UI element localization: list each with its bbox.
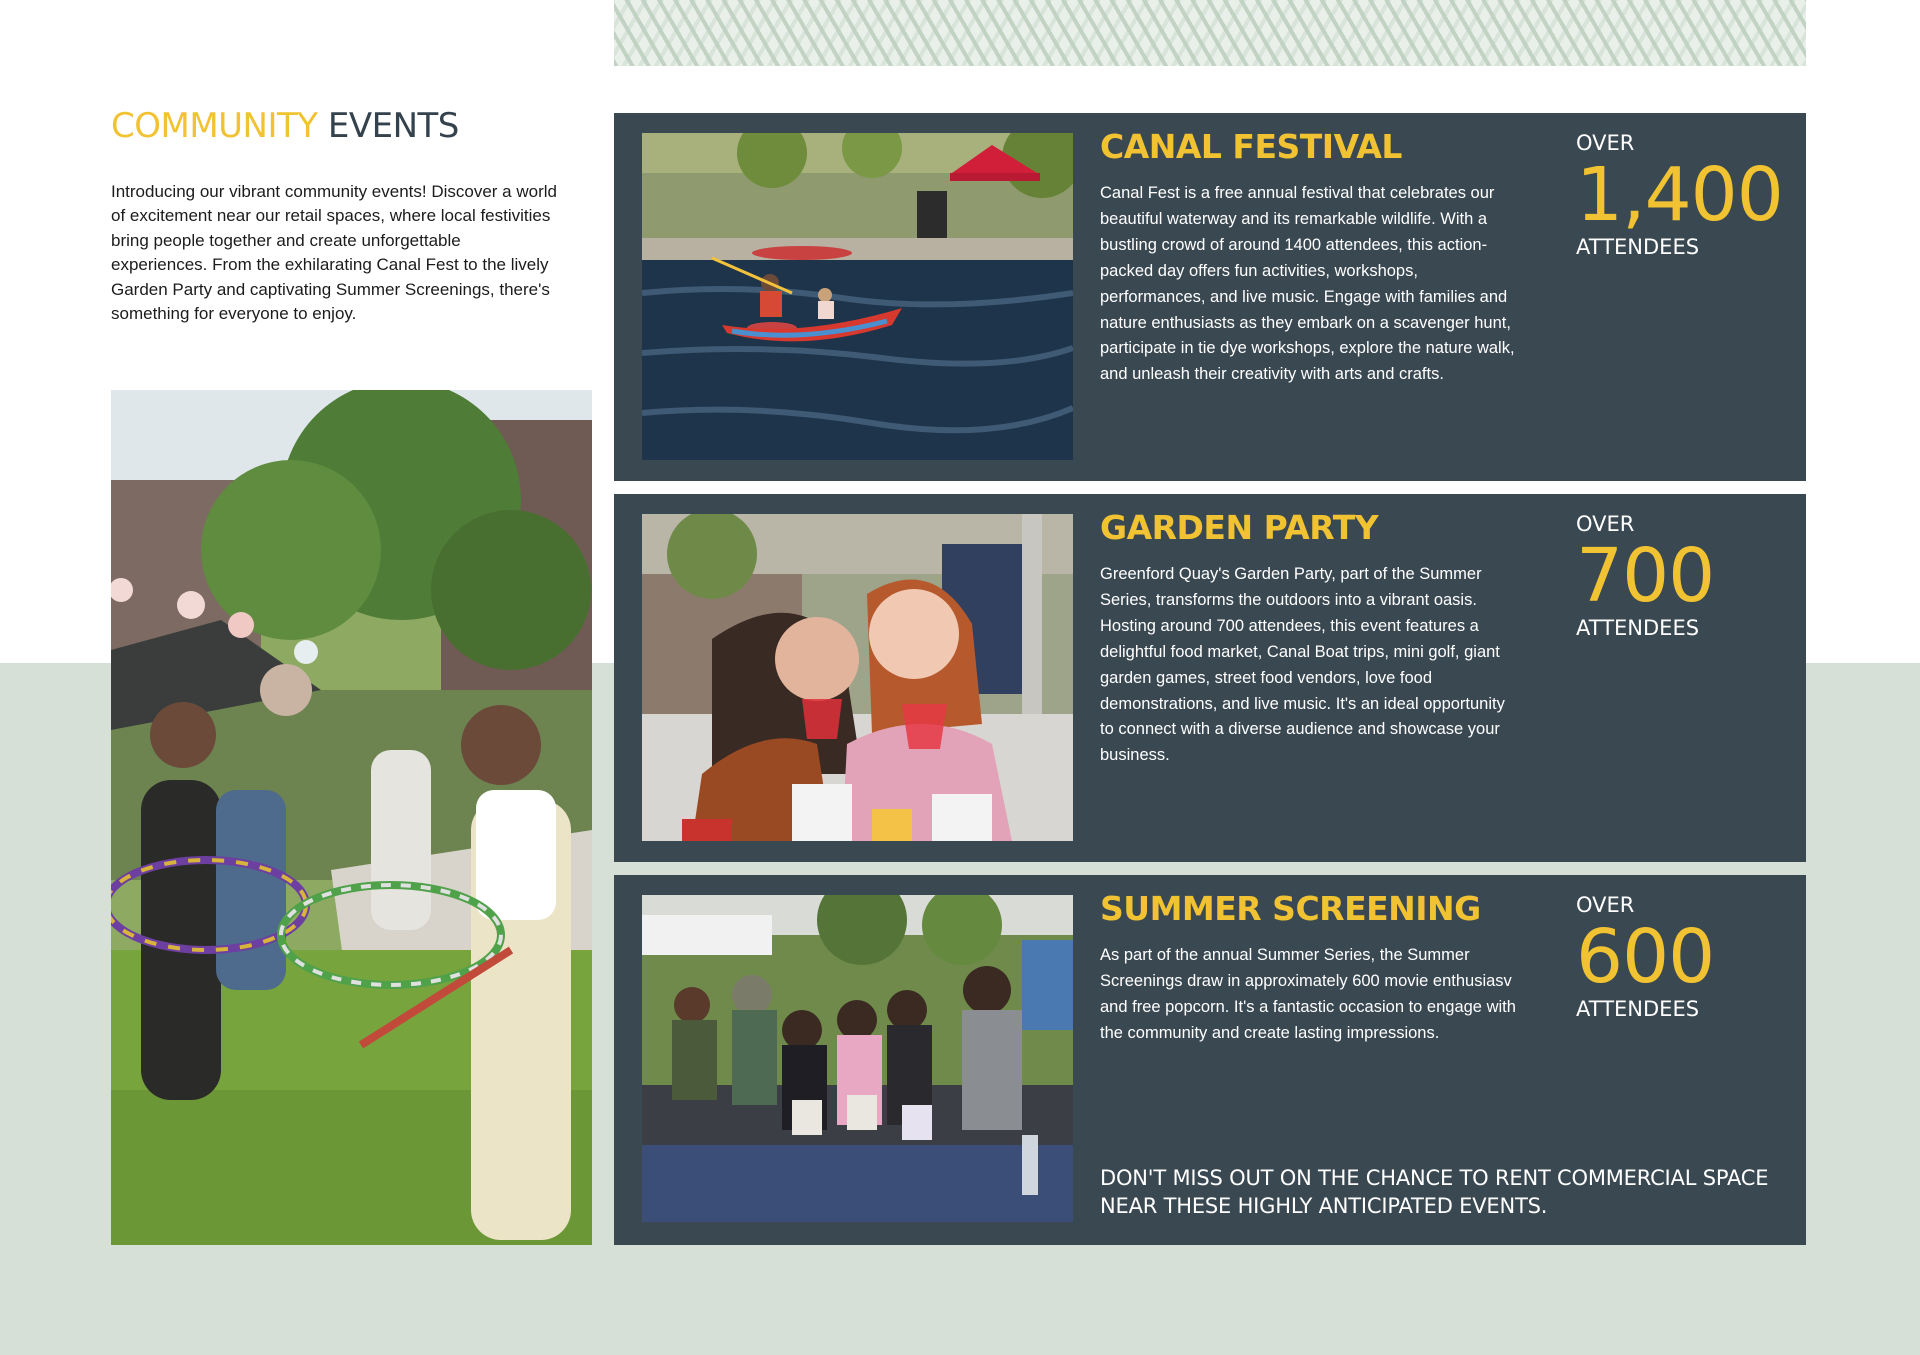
page-title [111,106,459,146]
event-description: Canal Fest is a free annual festival that celebrates our beautiful waterway and its remarkable wildlife. With a bustling crowd of around 1400 attendees, this action-packed day offers fun activities, workshops, performances, and live music. Engage with families and nature enthusiasts as they embark on a scavenger hunt, participate in tie dye workshops, explore the nature walk, and unleash their creativity with arts and crafts. [1100,184,1515,384]
hula-hoop-photo [111,390,592,1245]
stat-number: 700 [1576,533,1715,619]
garden-party-photo [642,514,1073,841]
stat-unit: ATTENDEES [1576,235,1700,259]
stat-unit: ATTENDEES [1576,997,1700,1021]
stat-number: 1,400 [1576,152,1783,238]
event-card-canal-festival [614,113,1806,481]
event-card-garden-party [614,494,1806,862]
intro-paragraph: Introducing our vibrant community events! Discover a world of excitement near our retail spaces, where local festivities bring people together and create unforgettable experiences. From the exhilarating Canal Fest to the lively Garden Party and captivating Summer Screenings, there's something for everyone to enjoy. [111,182,557,324]
stat-prefix: OVER [1576,893,1635,917]
attendee-stat [1576,891,1796,1023]
stat-unit: ATTENDEES [1576,616,1700,640]
page-title-rest: EVENTS [327,106,459,146]
decorative-pattern [614,0,1806,66]
call-to-action: DON'T MISS OUT ON THE CHANCE TO RENT COMMERCIAL SPACE NEAR THESE HIGHLY ANTICIPATED EVENTS. [1100,1166,1769,1218]
event-title: CANAL FESTIVAL [1100,127,1402,166]
event-card-summer-screening [614,875,1806,1245]
summer-screening-photo [642,895,1073,1222]
stat-prefix: OVER [1576,131,1635,155]
event-title: GARDEN PARTY [1100,508,1379,547]
event-description: Greenford Quay's Garden Party, part of the Summer Series, transforms the outdoors into a vibrant oasis. Hosting around 700 attendees, this event features a delightful food market, Canal Boat trips, mini golf, giant garden games, street food vendors, love food demonstrations, and live music. It's an ideal opportunity to connect with a diverse audience and showcase your business. [1100,565,1505,765]
event-title: SUMMER SCREENING [1100,889,1481,928]
attendee-stat [1576,510,1796,642]
page-title-accent: COMMUNITY [111,106,318,146]
stat-number: 600 [1576,914,1715,1000]
attendee-stat [1576,129,1796,261]
canal-festival-photo [642,133,1073,460]
stat-prefix: OVER [1576,512,1635,536]
event-description: As part of the annual Summer Series, the Summer Screenings draw in approximately 600 movie enthusiasv and free popcorn. It's a fantastic occasion to engage with the community and create lasting impressions. [1100,946,1516,1042]
